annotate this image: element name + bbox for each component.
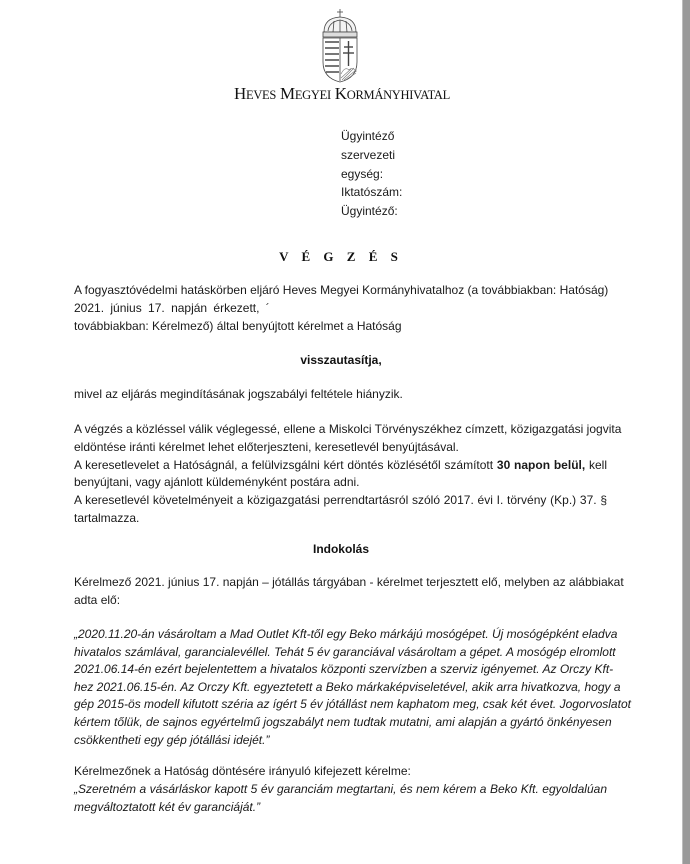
deadline-emphasis: 30 napon belül, [496, 457, 586, 472]
meta-label-officer: Ügyintéző: [341, 204, 398, 219]
text-line [74, 457, 607, 475]
text-line: 2021. június 17. napján érkezett, ´ [74, 300, 270, 315]
quote-line: „Szeretném a vásárláskor kapott 5 év garanciám megtartani, és nem kérem a Beko Kft. egyoldalúan [74, 782, 607, 796]
meta-label-org-unit: szervezeti [341, 147, 396, 162]
request-intro [74, 763, 607, 781]
text-line: adta elő: [74, 592, 121, 607]
reason-paragraph [74, 386, 607, 404]
text-line: A fogyasztóvédelmi hatáskörben eljáró Heves Megyei Kormányhivatalhoz (a továbbiakban: Hatóság) [74, 283, 609, 297]
quote-line: megváltoztatott két év garanciáját.” [74, 799, 261, 814]
meta-label-unit: egység: [341, 166, 384, 181]
text-line: Kérelmező 2021. június 17. napján – jótállás tárgyában - kérelmet terjesztett elő, melyben az alábbiakat [74, 575, 624, 589]
hungarian-coat-of-arms-icon [318, 8, 362, 84]
applicant-quote [74, 626, 631, 749]
quote-line: csökkentheti egy gép jótállási idejét.” [74, 732, 270, 747]
quote-line: hez 2021.06.15-én. Az Orczy Kft. egyeztetett a Beko márkaképviseletével, akik arra hivatkozva, hogy a [74, 679, 621, 694]
quote-line: kértem tőlük, de sajnos egyértelmű jogszabályt nem tudtak mutatni, ami alapján a gyártó önkényesen [74, 714, 612, 729]
quote-line: hivatalos számlával, garancialevéllel. Tehát 5 év garanciával vásároltam a gépet. A mosógép elromlott [74, 644, 616, 659]
text-line: továbbiakban: Kérelmező) által benyújtott kérelmet a Hatóság [74, 318, 402, 333]
text-line: benyújtani, vagy ajánlott küldeményként postára adni. [74, 475, 360, 490]
case-metadata [341, 127, 402, 221]
reasoning-heading: Indokolás [312, 542, 369, 556]
text-line: eldöntése iránti kérelmet lehet előterjeszteni, keresetlevél benyújtásával. [74, 439, 459, 454]
filing-text: A keresetlevelet a Hatóságnál, a felülvizsgálni kért döntés közlésétől számított [74, 457, 497, 472]
document-title: V É G Z É S [279, 249, 403, 264]
meta-label-case-officer: Ügyintéző [341, 129, 395, 143]
organization-name [234, 84, 454, 104]
org-name-part: M [280, 84, 295, 103]
org-name-part: H [234, 84, 246, 103]
remedy-paragraph [74, 421, 622, 528]
quote-line: „2020.11.20-án vásároltam a Mad Outlet Kft-től egy Beko márkájú mosógépet. Új mosógépként eladva [74, 627, 618, 641]
reasoning-intro-paragraph [74, 574, 624, 610]
text-line: mivel az eljárás megindításának jogszabályi feltétele hiányzik. [74, 387, 403, 401]
filing-text: kell [585, 457, 607, 472]
quote-line: 2021.06.14-én ezért bejelentettem a hivatalos központi szervízben a szerviz igényemet. Az Orczy Kft- [74, 662, 614, 677]
text-line: tartalmazza. [74, 510, 140, 525]
intro-paragraph [74, 282, 607, 335]
quote-line: gép 2015-ös modell kifutott széria az ígért 5 év jótállást nem kaphatom meg, csak két évet. Jogorvoslatot [74, 697, 631, 712]
org-name-part: EVES [245, 88, 277, 102]
meta-label-reference-number: Iktatószám: [341, 185, 403, 200]
text-line: A keresetlevél követelményeit a közigazgatási perrendtartásról szóló 2017. évi I. törvény (Kp.) 37. § [74, 493, 607, 508]
request-quote [74, 781, 607, 816]
text-line: Kérelmezőnek a Hatóság döntésére irányuló kifejezett kérelme: [74, 764, 411, 778]
org-name-part: K [334, 84, 347, 103]
org-name-part: ORMÁNYHIVATAL [346, 88, 450, 102]
decision-statement: visszautasítja, [300, 353, 382, 367]
org-name-part: EGYEI [294, 88, 331, 102]
text-line: A végzés a közléssel válik véglegessé, ellene a Miskolci Törvényszékhez címzett, közigazgatási jogvita [74, 422, 622, 436]
viewer-edge-scrollbar[interactable] [682, 0, 690, 864]
